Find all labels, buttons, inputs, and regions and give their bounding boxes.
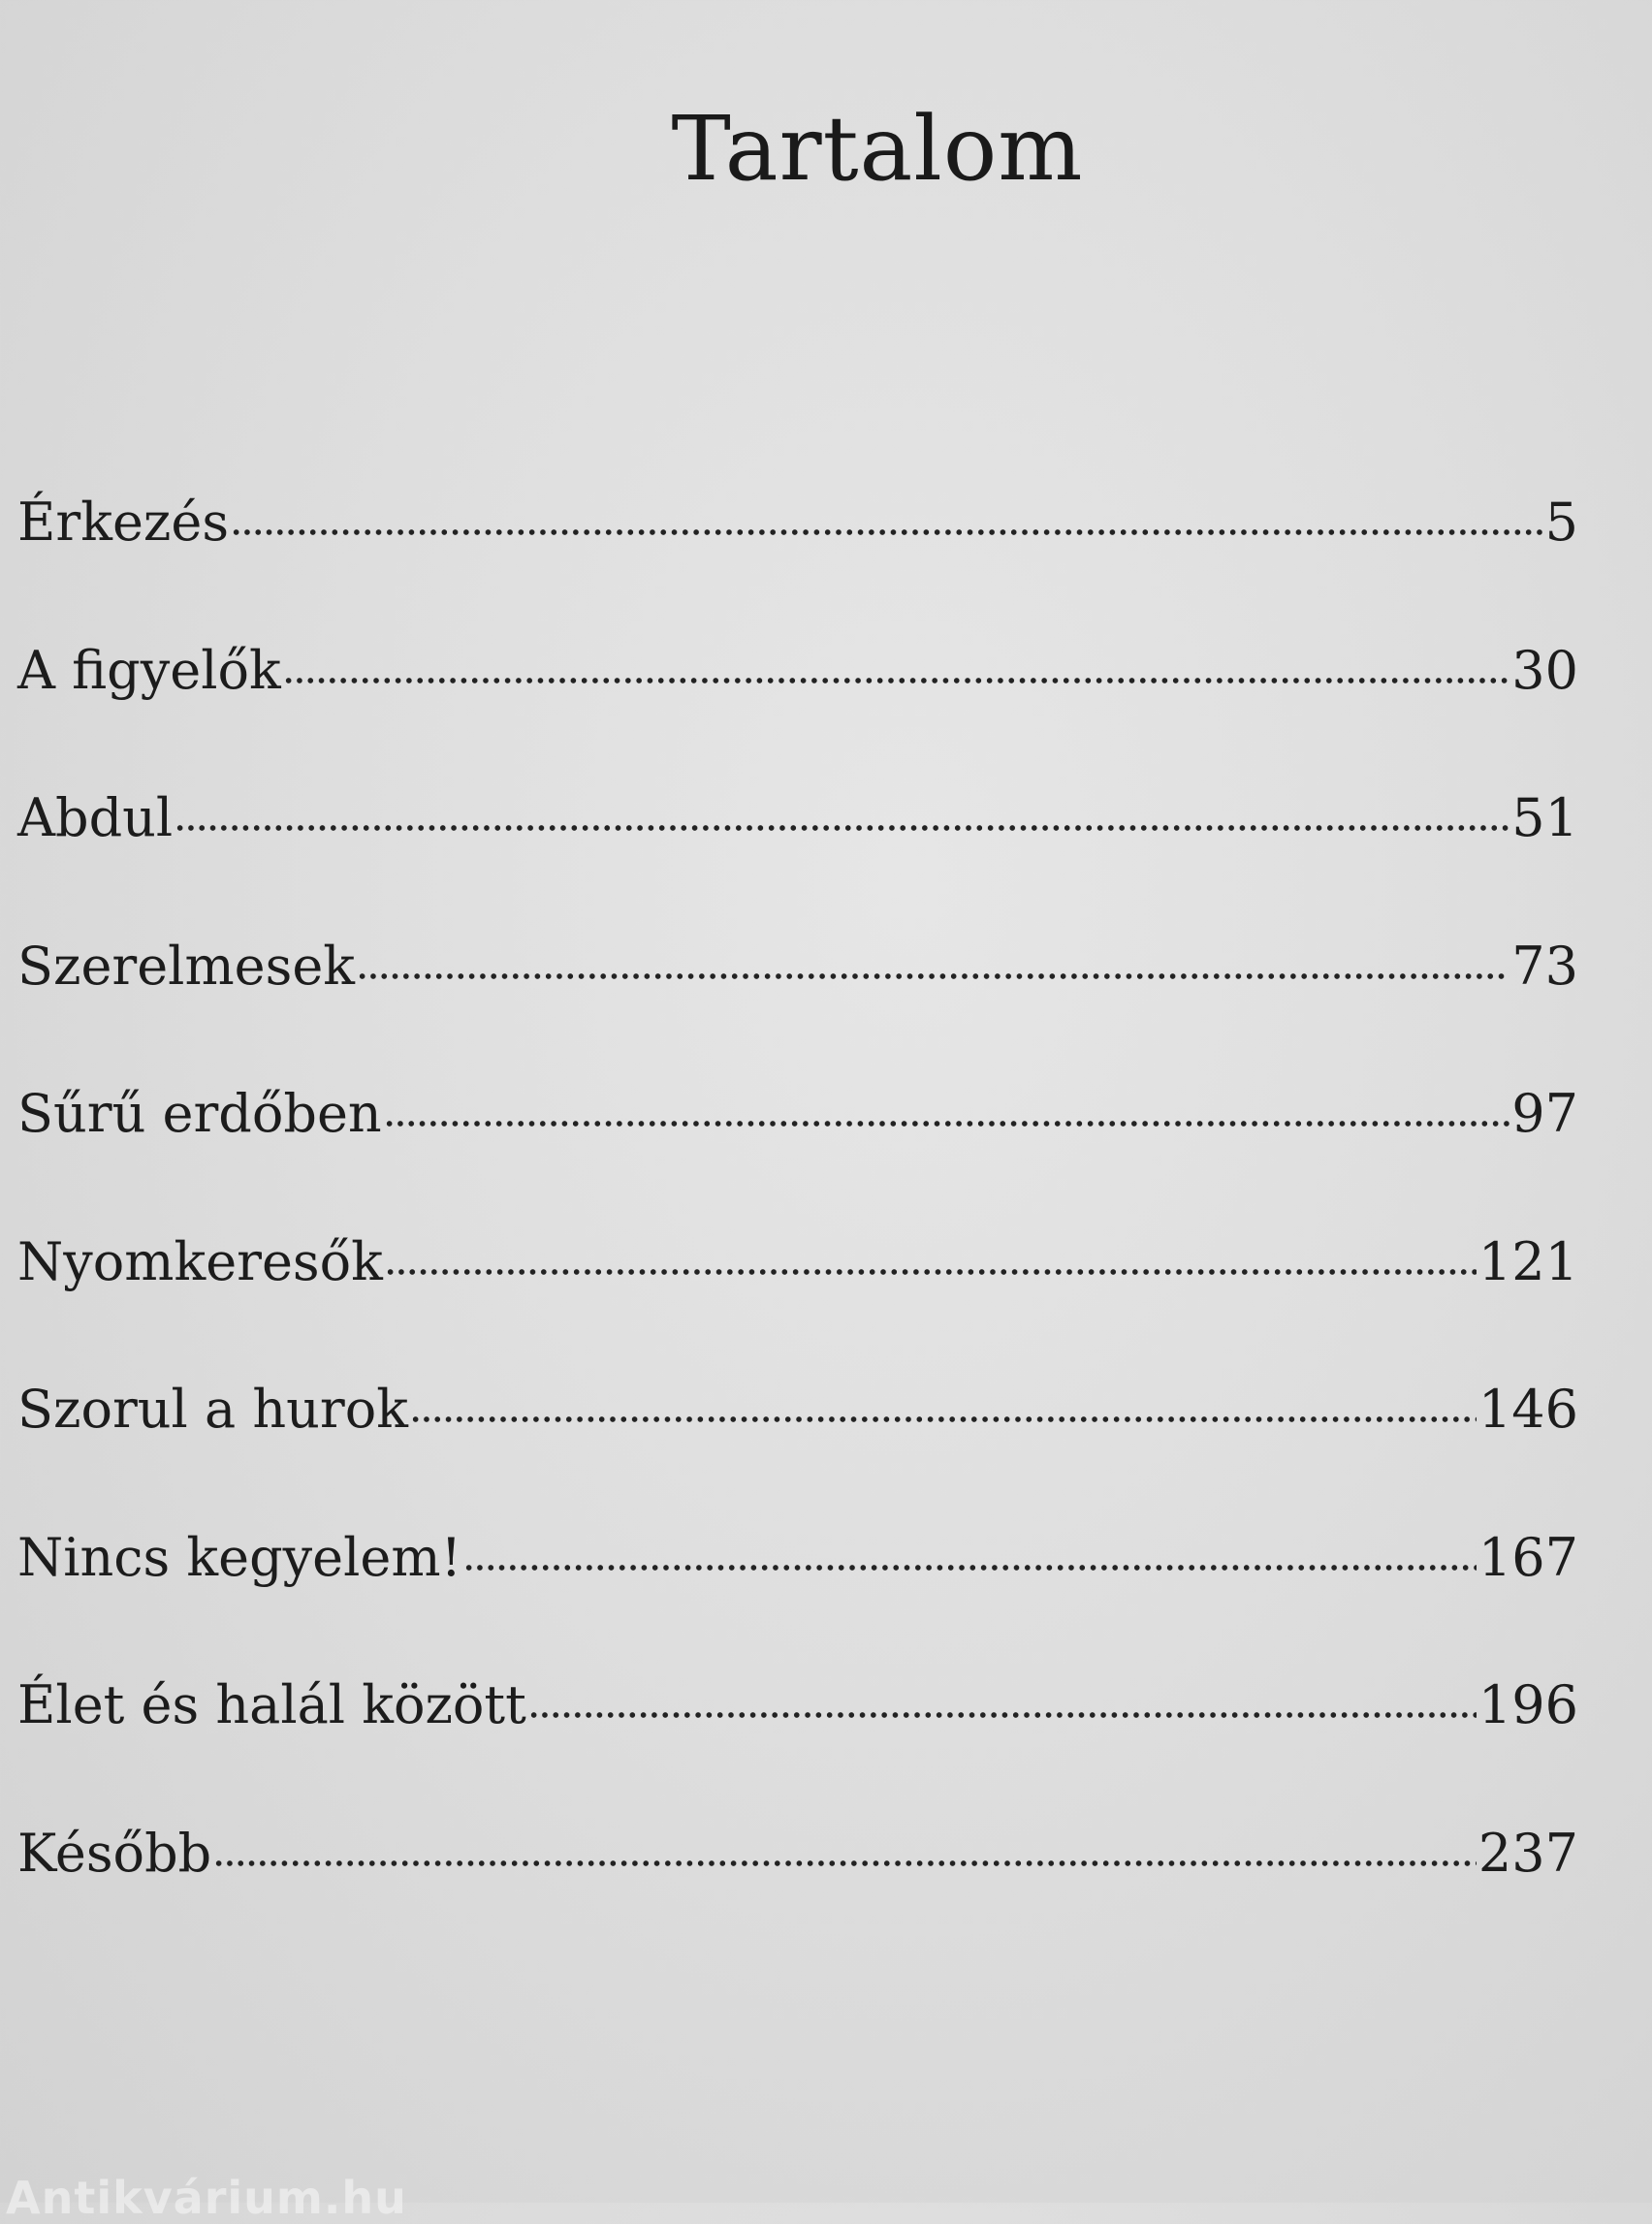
toc-entry-title: Nyomkeresők xyxy=(17,1230,383,1292)
toc-entry xyxy=(17,1083,1578,1236)
toc-entry-page: 237 xyxy=(1477,1822,1578,1884)
toc-entry xyxy=(17,787,1578,940)
toc-entry-title: Szerelmesek xyxy=(17,935,355,997)
dot-leader xyxy=(410,1415,1477,1423)
toc-entry-page: 97 xyxy=(1511,1083,1578,1144)
table-of-contents xyxy=(17,492,1578,1975)
toc-entry-title: Élet és halál között xyxy=(17,1674,526,1735)
toc-entry-page: 73 xyxy=(1511,935,1578,997)
toc-entry-title: Sűrű erdőben xyxy=(17,1083,382,1144)
dot-leader xyxy=(385,1268,1477,1276)
toc-entry-page: 121 xyxy=(1477,1230,1578,1292)
toc-entry-page: 196 xyxy=(1477,1674,1578,1735)
toc-entry xyxy=(17,935,1578,1089)
dot-leader xyxy=(357,972,1509,980)
dot-leader xyxy=(231,528,1543,536)
toc-entry xyxy=(17,639,1578,793)
toc-entry-title: A figyelők xyxy=(17,639,281,701)
toc-entry-title: Később xyxy=(17,1822,212,1884)
toc-entry-page: 167 xyxy=(1477,1526,1578,1588)
toc-entry-page: 30 xyxy=(1511,639,1578,701)
toc-entry xyxy=(17,1674,1578,1827)
toc-entry-title: Érkezés xyxy=(17,492,230,553)
dot-leader xyxy=(528,1711,1477,1719)
dot-leader xyxy=(283,677,1510,684)
dot-leader xyxy=(175,824,1509,832)
dot-leader xyxy=(463,1564,1477,1572)
toc-entry-page: 146 xyxy=(1477,1379,1578,1440)
dot-leader xyxy=(213,1859,1477,1867)
toc-entry xyxy=(17,1379,1578,1532)
toc-entry-title: Nincs kegyelem! xyxy=(17,1526,462,1588)
toc-entry xyxy=(17,1526,1578,1680)
toc-entry-title: Szorul a hurok xyxy=(17,1379,408,1440)
toc-entry-page: 51 xyxy=(1511,787,1578,848)
dot-leader xyxy=(384,1120,1510,1128)
toc-entry xyxy=(17,1822,1578,1976)
toc-entry-page: 5 xyxy=(1544,492,1578,553)
page-title: Tartalom xyxy=(671,97,1084,201)
toc-entry-title: Abdul xyxy=(17,787,174,848)
toc-entry xyxy=(17,1230,1578,1384)
toc-entry xyxy=(17,492,1578,645)
watermark: Antikvárium.hu xyxy=(6,2172,407,2224)
